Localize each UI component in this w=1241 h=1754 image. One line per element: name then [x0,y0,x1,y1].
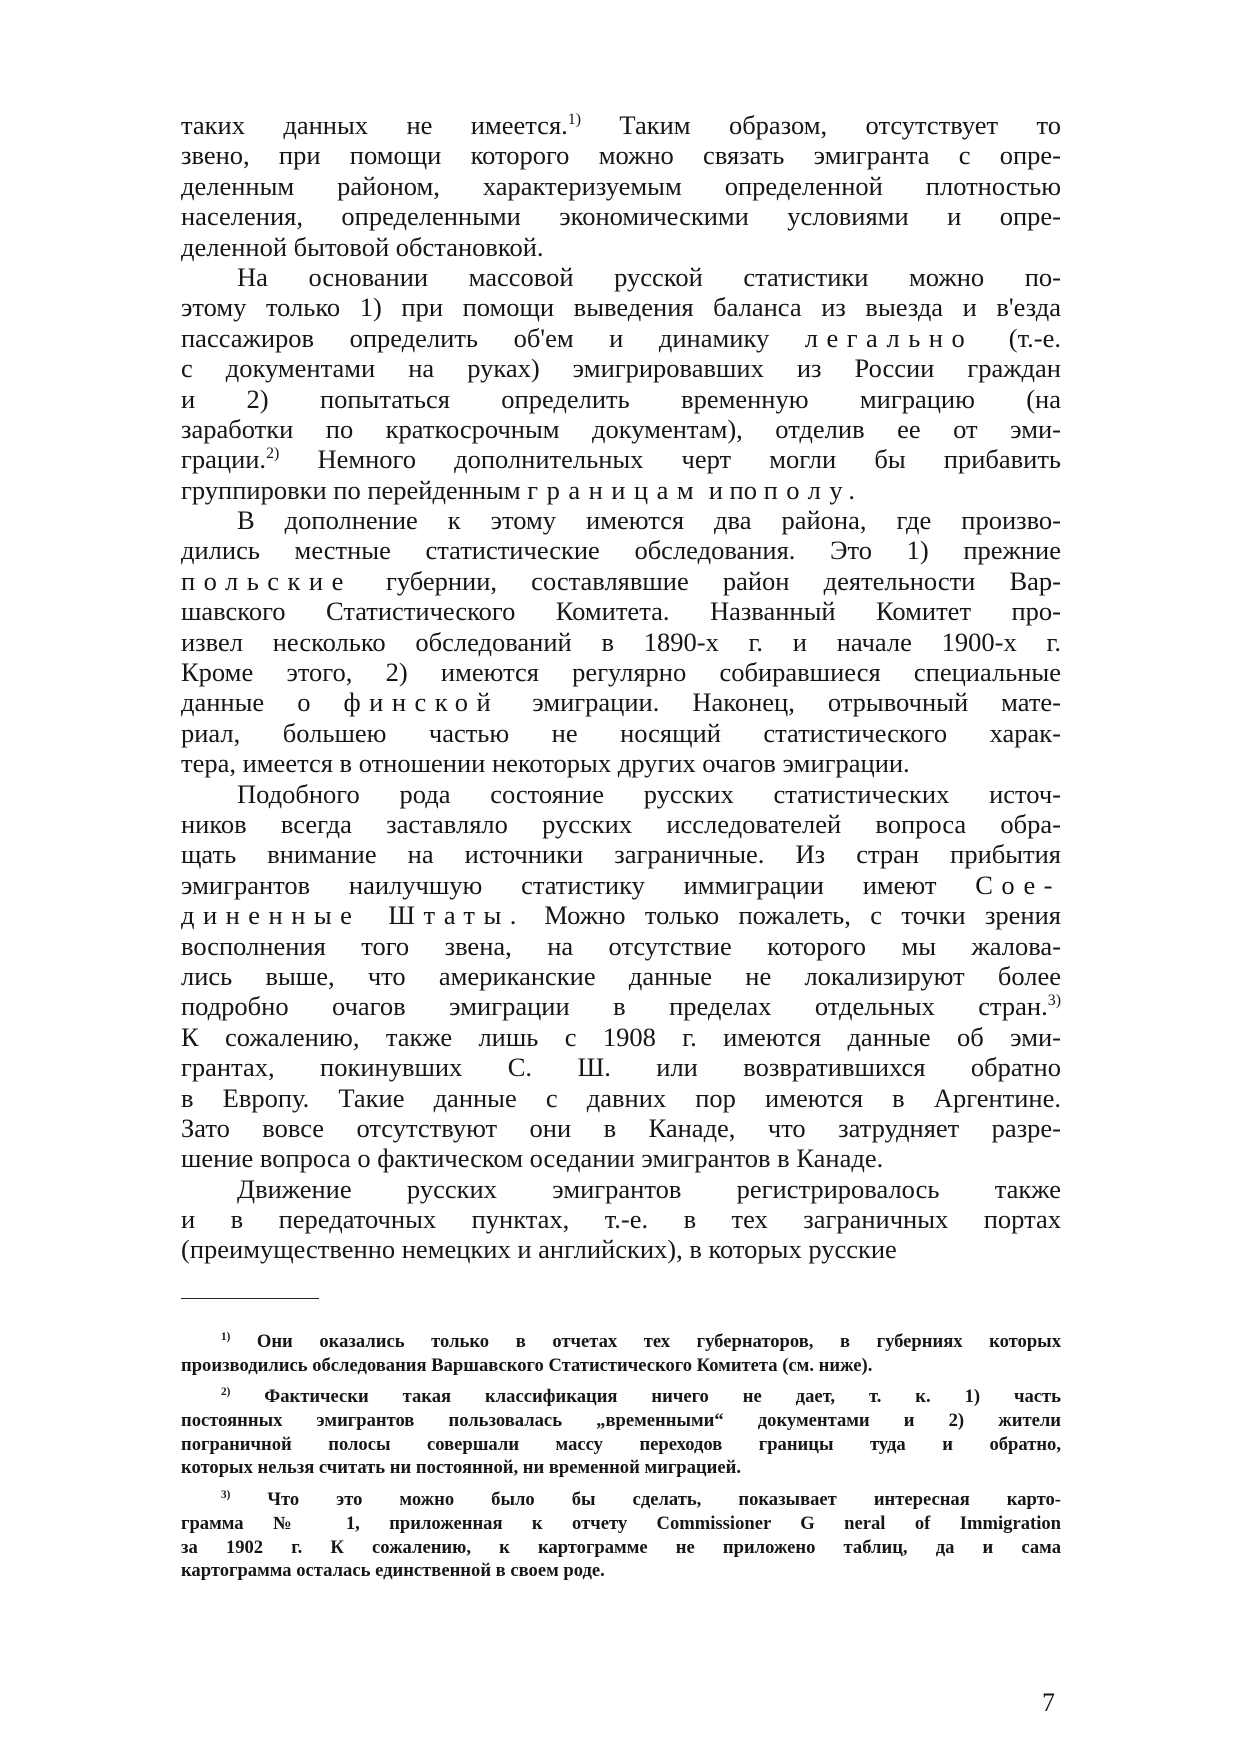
spaced-emphasis: диненные Штаты. [181,900,525,931]
text-line [181,718,1061,748]
text-run: Таким образом, отсутствует то [581,110,1061,140]
footnote-line [181,1385,1061,1409]
text-run: группировки по перейденным [181,474,528,505]
page-number: 7 [1042,1688,1055,1717]
text-run: Фактически такая классификация ничего не дает, т. к. 1) часть [230,1386,1061,1408]
text-run: и в передаточных пунктах, т.-е. в тех заграничных портах [181,1204,1061,1235]
text-line [181,931,1061,961]
spaced-emphasis: легально [804,322,974,353]
text-line [181,505,1061,535]
text-run: К сожалению, также лишь с 1908 г. имеются данные об эми- [181,1021,1061,1052]
text-run: производились обследования Варшавского Статистического Комитета (см. ниже). [181,1354,873,1376]
text-line [181,1022,1061,1052]
spaced-emphasis: границам [527,474,703,505]
text-line [181,414,1061,444]
text-run: деленным районом, характеризуемым определенной плотностью [181,170,1061,201]
text-run: деленной бытовой обстановкой. [181,231,544,262]
text-line [181,900,1061,930]
text-line [181,384,1061,414]
text-line [181,1174,1061,1204]
text-run: Кроме этого, 2) имеются регулярно собиравшиеся специальные [181,657,1061,688]
text-run: В дополнение к этому имеются два района, где произво- [237,505,1061,536]
text-line [181,961,1061,991]
text-line [181,323,1061,353]
text-run: эмигрантов наилучшую статистику иммиграции имеют [181,869,976,900]
text-line [181,566,1061,596]
text-line [181,140,1061,170]
footnote-line [181,1456,1061,1480]
text-line [181,475,1061,505]
text-run: этому только 1) при помощи выведения баланса из выезда и в'езда [181,292,1061,323]
text-run: щать внимание на источники заграничные. Из стран прибытия [181,839,1061,870]
text-line [181,839,1061,869]
text-run: Что это можно было бы сделать, показывает интересная карто- [230,1489,1061,1511]
text-run: грации. [181,444,267,475]
text-run: населения, определенными экономическими условиями и опре- [181,201,1061,232]
text-run: дились местные статистические обследования. Это 1) прежние [181,535,1061,566]
footnote-separator [181,1298,319,1299]
text-run: пассажиров определить об'ем и динамику [181,322,805,353]
text-run: и по [702,474,764,505]
text-line [181,657,1061,687]
text-run: звено, при помощи которого можно связать эмигранта с опре- [181,140,1061,171]
text-line [181,1143,1061,1173]
text-line [181,1052,1061,1082]
spaced-emphasis: финской [343,687,500,718]
spaced-emphasis: Сое- [975,869,1061,900]
footnote-ref: 3) [1047,992,1061,1010]
text-run: губернии, составлявшие район деятельности Вар- [351,565,1061,596]
text-run: (т.-е. [973,322,1062,353]
footnote-line [181,1433,1061,1457]
footnote-line [181,1354,1061,1378]
text-run: картограмма осталась единственной в своем роде. [181,1560,605,1582]
text-run: таких данных не имеется. [181,110,568,140]
footnote-line [181,1559,1061,1583]
text-run: грантах, покинувших С. Ш. или возвратившихся обратно [181,1052,1061,1083]
text-line [181,1234,1061,1264]
text-line [181,232,1061,262]
spaced-emphasis: польские [181,565,352,596]
footnote-ref: 2) [266,445,280,463]
text-run: ников всегда заставляло русских исследователей вопроса обра- [181,808,1061,839]
text-run: данные о [181,687,344,718]
text-line [181,262,1061,292]
footnote-ref: 1) [567,111,582,129]
text-run: заработки по краткосрочным документам), отделив ее от эми- [181,413,1061,444]
footnote-2 [181,1385,1061,1480]
text-line [181,779,1061,809]
text-run: шавского Статистического Комитета. Названный Комитет про- [181,596,1061,627]
text-run: грамма № 1, приложенная к отчету Commissioner G neral of Immigration [181,1512,1061,1534]
text-run: Движение русских эмигрантов регистрировалось также [237,1173,1061,1204]
text-run: шение вопроса о фактическом оседании эмигрантов в Канаде. [181,1143,884,1174]
text-run: постоянных эмигрантов пользовалась „временными“ документами и 2) жители [181,1410,1061,1432]
text-line [181,1204,1061,1234]
text-run: в Европу. Такие данные с давних пор имеются в Аргентине. [181,1082,1061,1113]
footnote-line [181,1536,1061,1560]
text-line [181,171,1061,201]
text-line [181,353,1061,383]
text-run: (преимущественно немецких и английских), в которых русские [181,1234,897,1265]
text-run: тера, имеется в отношении некоторых других очагов эмиграции. [181,748,910,779]
text-line [181,535,1061,565]
text-line [181,748,1061,778]
footnote-line [181,1488,1061,1512]
text-line [181,201,1061,231]
text-run: Немного дополнительных черт могли бы прибавить [279,444,1061,475]
text-line [181,809,1061,839]
text-run: Зато вовсе отсутствуют они в Канаде, что затрудняет разре- [181,1112,1061,1143]
text-line [181,292,1061,322]
text-run: эмиграции. Наконец, отрывочный мате- [499,687,1061,718]
text-run: Они оказались только в отчетах тех губернаторов, в губерниях которых [230,1331,1061,1352]
text-run: и 2) попытаться определить временную миграцию (на [181,383,1061,414]
text-run: извел несколько обследований в 1890-х г. и начале 1900-х г. [181,626,1061,657]
text-line [181,596,1061,626]
footnote-3 [181,1488,1061,1583]
text-line [181,991,1061,1021]
text-run: лись выше, что американские данные не локализируют более [181,960,1061,991]
text-line [181,627,1061,657]
footnote-line [181,1512,1061,1536]
text-run: риал, большею частью не носящий статистического харак- [181,717,1061,748]
text-run: восполнения того звена, на отсутствие которого мы жалова- [181,930,1061,961]
footnote-ref: 1) [221,1330,231,1343]
text-line [181,110,1061,140]
text-line [181,870,1061,900]
text-run: пограничной полосы совершали массу переходов границы туда и обратно, [181,1433,1061,1455]
footnote-ref: 2) [221,1386,231,1399]
footnote-line [181,1330,1061,1354]
text-run: за 1902 г. К сожалению, к картограмме не приложено таблиц, да и сама [181,1536,1061,1558]
footnotes [181,1330,1061,1591]
main-text [181,110,1061,1265]
text-run: с документами на руках) эмигрировавших из России граждан [181,353,1061,384]
footnote-ref: 3) [221,1488,231,1501]
text-run: Можно только пожалеть, с точки зрения [524,900,1061,931]
footnote-line [181,1409,1061,1433]
text-line [181,687,1061,717]
text-line [181,1083,1061,1113]
text-run: Подобного рода состояние русских статистических источ- [237,778,1061,809]
text-line [181,444,1061,474]
text-run: На основании массовой русской статистики можно по- [237,261,1061,292]
spaced-emphasis: полу. [763,474,864,505]
text-line [181,1113,1061,1143]
footnote-1 [181,1330,1061,1377]
text-run: подробно очагов эмиграции в пределах отдельных стран. [181,991,1048,1022]
text-run: которых нельзя считать ни постоянной, ни временной миграцией. [181,1457,741,1479]
